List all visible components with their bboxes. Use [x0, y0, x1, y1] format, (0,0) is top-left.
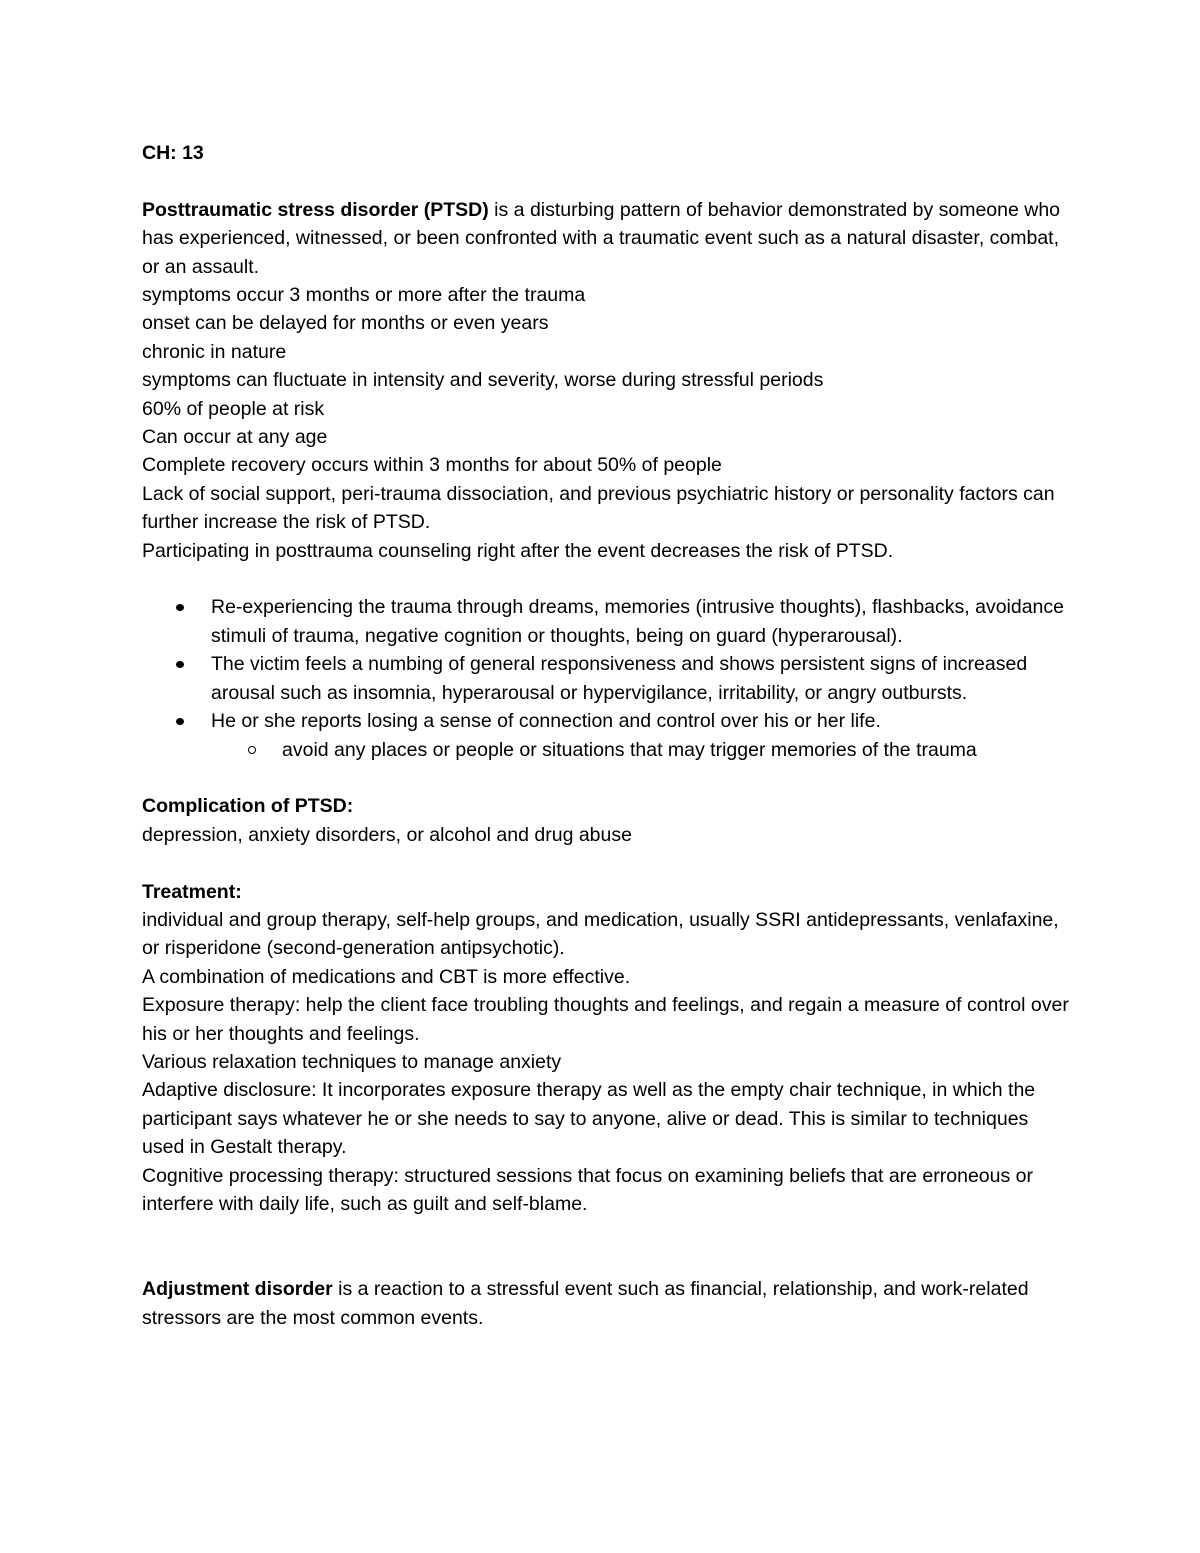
complication-text: depression, anxiety disorders, or alcohol and drug abuse	[142, 823, 632, 846]
spacer	[142, 764, 1072, 792]
spacer	[142, 849, 1072, 877]
ptsd-definition	[142, 196, 1072, 281]
ptsd-fact: Complete recovery occurs within 3 months for about 50% of people	[142, 454, 722, 477]
treatment-item: Exposure therapy: help the client face troubling thoughts and feelings, and regain a measure of control over his or her thoughts and feelings.	[142, 994, 1069, 1045]
list-item-text: Re-experiencing the trauma through dreams, memories (intrusive thoughts), flashbacks, avoidance stimuli of trauma, negative cognition or thoughts, being on guard (hyperarousal).	[211, 596, 1065, 647]
spacer	[142, 1218, 1072, 1275]
ptsd-fact: Participating in posttrauma counseling right after the event decreases the risk of PTSD.	[142, 539, 894, 562]
ptsd-fact: 60% of people at risk	[142, 397, 325, 420]
adjustment-definition-text: is a reaction to a stressful event such as financial, relationship, and work-related stressors are the most common events.	[142, 1278, 1029, 1329]
treatment-item: Adaptive disclosure: It incorporates exposure therapy as well as the empty chair technique, in which the participant says whatever he or she needs to say to anyone, alive or dead. This is similar to techniques used in Gestalt therapy.	[142, 1079, 1036, 1159]
ptsd-fact: Lack of social support, peri-trauma dissociation, and previous psychiatric history or personality factors can further increase the risk of PTSD.	[142, 482, 1055, 534]
bullet-icon	[176, 718, 184, 725]
treatment-heading: Treatment:	[142, 880, 242, 903]
sub-list-item	[282, 736, 1072, 764]
ptsd-fact: symptoms can fluctuate in intensity and severity, worse during stressful periods	[142, 369, 824, 392]
ptsd-fact: Can occur at any age	[142, 426, 328, 449]
sub-list	[211, 736, 1072, 764]
bullet-icon	[176, 661, 184, 668]
spacer	[142, 167, 1072, 195]
treatment-item: Cognitive processing therapy: structured sessions that focus on examining beliefs that are erroneous or interfere with daily life, such as guilt and self-blame.	[142, 1164, 1033, 1215]
ptsd-fact: symptoms occur 3 months or more after the trauma	[142, 284, 586, 307]
list-item-text: He or she reports losing a sense of connection and control over his or her life.	[211, 710, 881, 733]
adjustment-term: Adjustment disorder	[142, 1278, 333, 1301]
symptom-list	[142, 593, 1072, 763]
hollow-bullet-icon	[248, 746, 256, 754]
adjustment-definition	[142, 1275, 1072, 1332]
chapter-heading: CH: 13	[142, 142, 204, 164]
complication-heading: Complication of PTSD:	[142, 795, 354, 818]
ptsd-term: Posttraumatic stress disorder (PTSD)	[142, 198, 489, 221]
list-item-text: The victim feels a numbing of general responsiveness and shows persistent signs of increased arousal such as insomnia, hyperarousal or hypervigilance, irritability, or angry outbursts.	[211, 653, 1028, 704]
list-item	[211, 593, 1072, 650]
document-page	[142, 139, 1072, 1332]
bullet-icon	[176, 604, 184, 611]
list-item	[211, 650, 1072, 707]
treatment-item: individual and group therapy, self-help groups, and medication, usually SSRI antidepressants, venlafaxine, or risperidone (second-generation antipsychotic).	[142, 908, 1059, 960]
sub-list-item-text: avoid any places or people or situations that may trigger memories of the trauma	[282, 738, 977, 761]
spacer	[142, 565, 1072, 593]
ptsd-definition-text: is a disturbing pattern of behavior demonstrated by someone who has experienced, witnessed, or been confronted with a traumatic event such as a natural disaster, combat, or an assault.	[142, 198, 1061, 278]
ptsd-fact: onset can be delayed for months or even years	[142, 312, 549, 335]
treatment-item: A combination of medications and CBT is more effective.	[142, 965, 631, 988]
ptsd-fact: chronic in nature	[142, 340, 287, 363]
list-item	[211, 707, 1072, 764]
treatment-item: Various relaxation techniques to manage anxiety	[142, 1050, 562, 1073]
